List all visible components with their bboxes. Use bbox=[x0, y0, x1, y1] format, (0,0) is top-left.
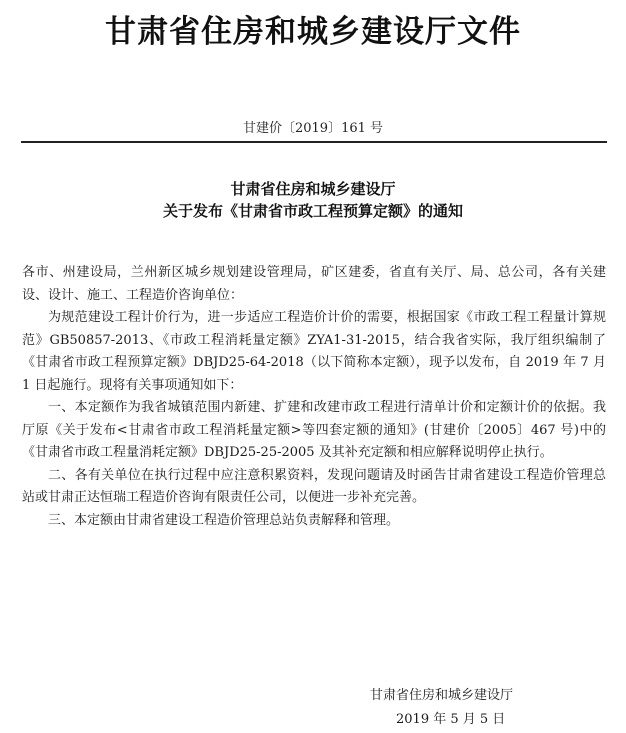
body-paragraph-item-3: 三、本定额由甘肃省建设工程造价管理总站负责解释和管理。 bbox=[48, 512, 400, 528]
notice-title-subject: 关于发布《甘肃省市政工程预算定额》的通知 bbox=[162, 202, 463, 220]
body-paragraph-item-1: 一、本定额作为我省城镇范围内新建、扩建和改建市政工程进行清单计价和定额计价的依据。我厅原《关于发布<甘肃省市政工程消耗量定额>等四套定额的通知》(甘建价〔2005〕467 号)中的《甘肃省市政工程量消耗定额》DBJD25-25-2005 及其补充定额和相应解释说明停止执行。 bbox=[22, 400, 606, 460]
signature-organization: 甘肃省住房和城乡建设厅 bbox=[370, 688, 514, 703]
signature-block bbox=[370, 684, 590, 732]
salutation: 各市、州建设局，兰州新区城乡规划建设管理局，矿区建委，省直有关厅、局、总公司，各有关建设、设计、施工、工程造价咨询单位： bbox=[22, 265, 606, 303]
body-paragraph-item-2: 二、各有关单位在执行过程中应注意积累资料，发现问题请及时函告甘肃省建设工程造价管理总站或甘肃正达恒瑞工程造价咨询有限责任公司，以便进一步补充完善。 bbox=[22, 467, 606, 505]
header-divider bbox=[21, 141, 607, 143]
notice-title bbox=[0, 178, 626, 222]
document-number: 甘建价〔2019〕161 号 bbox=[242, 121, 384, 136]
notice-body bbox=[22, 262, 606, 532]
notice-title-issuer: 甘肃省住房和城乡建设厅 bbox=[230, 180, 396, 198]
signature-date: 2019 年 5 月 5 日 bbox=[396, 712, 506, 727]
body-paragraph-intro: 为规范建设工程计价行为，进一步适应工程造价计价的需要，根据国家《市政工程工程量计算规范》GB50857-2013、《市政工程消耗量定额》ZYA1-31-2015，结合我省实际，我厅组织编制了《甘肃省市政工程预算定额》DBJD25-64-2018（以下简称本定额），现予以发布，自 2019 年 7 月 1 日起施行。现将有关事项通知如下： bbox=[22, 310, 606, 393]
document-header-title: 甘肃省住房和城乡建设厅文件 bbox=[105, 14, 521, 50]
